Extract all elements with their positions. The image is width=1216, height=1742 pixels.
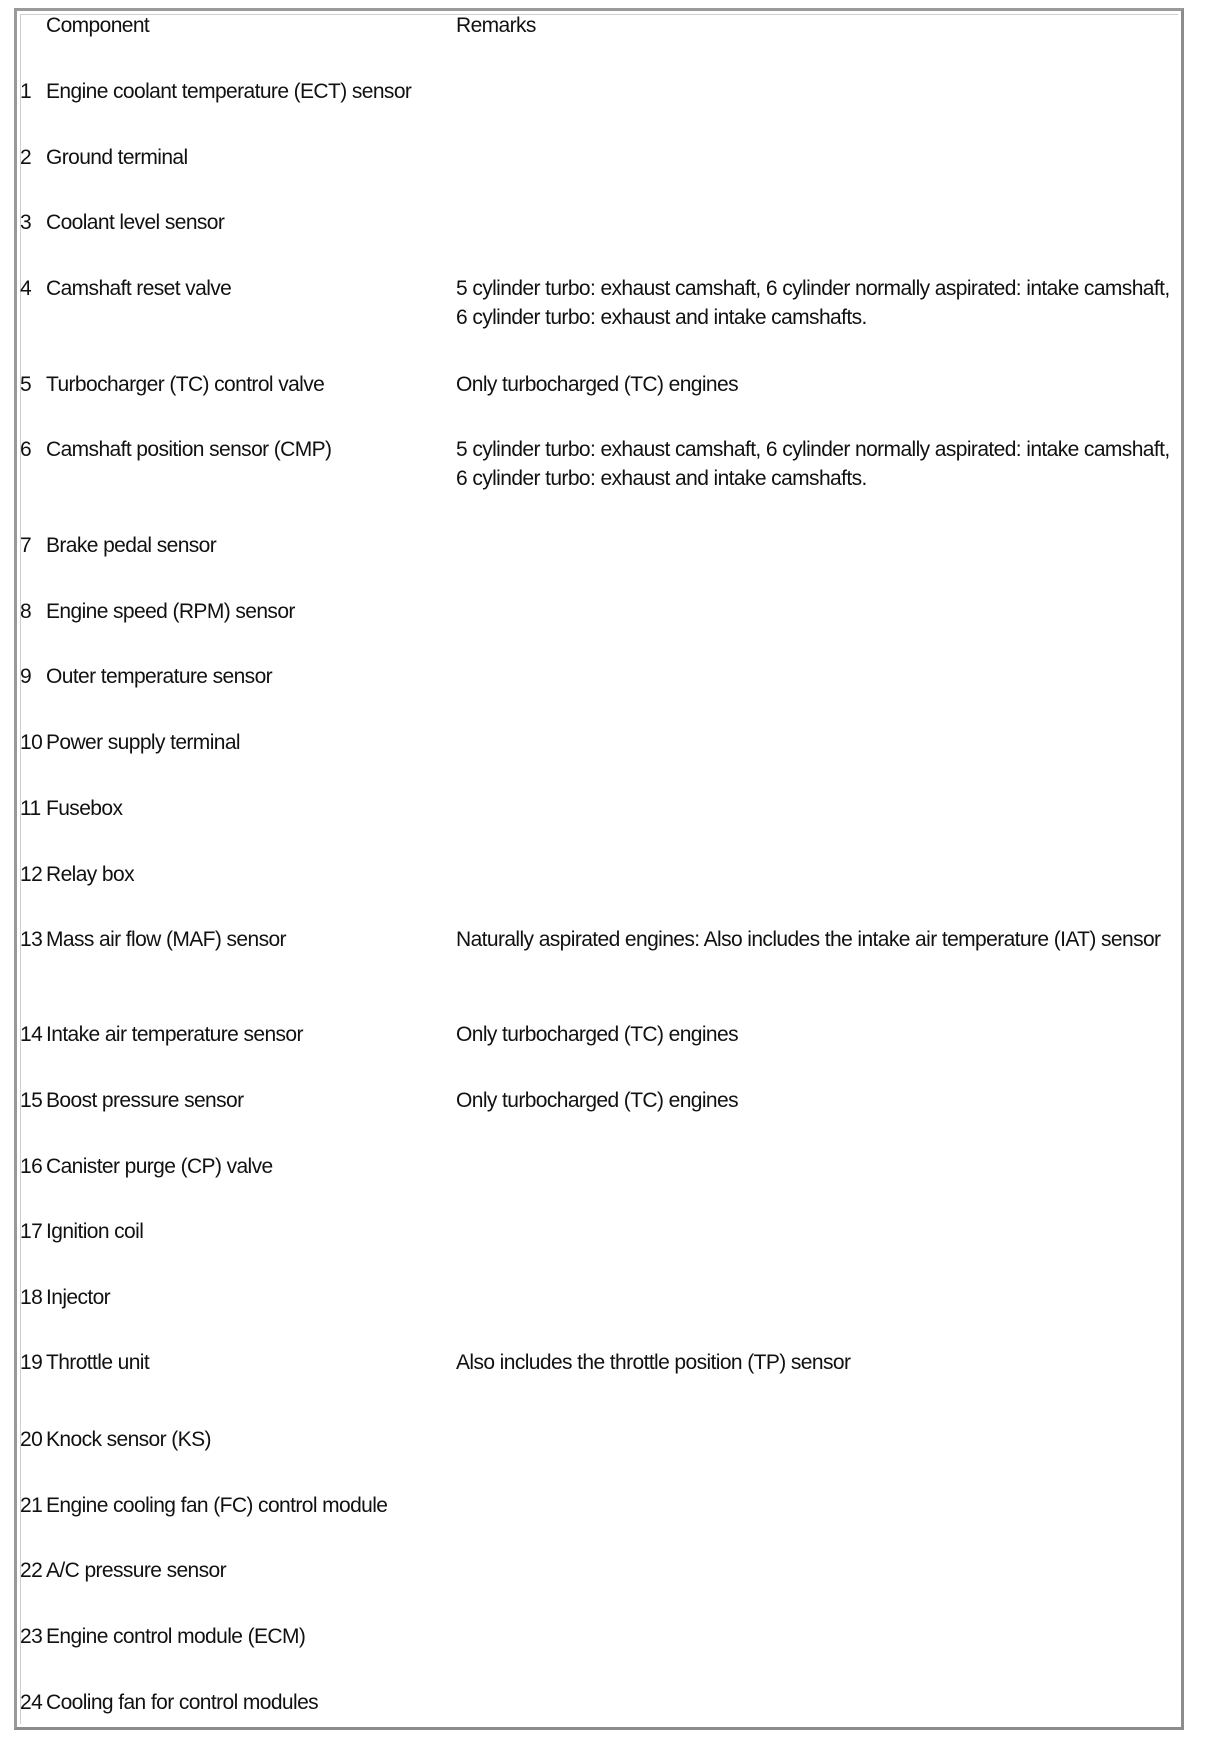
row-remarks: 5 cylinder turbo: exhaust camshaft, 6 cylinder normally aspirated: intake camshaft, 6 cylinder turbo: exhaust and intake camshafts.: [456, 277, 1170, 329]
row-remarks: Only turbocharged (TC) engines: [456, 1023, 738, 1046]
row-component: Engine speed (RPM) sensor: [46, 600, 295, 623]
row-number: 16: [20, 1155, 43, 1178]
row-component: Mass air flow (MAF) sensor: [46, 928, 286, 951]
row-number: 4: [20, 277, 32, 300]
row-number: 5: [20, 373, 32, 396]
row-number: 22: [20, 1559, 43, 1582]
row-component: Outer temperature sensor: [46, 665, 273, 688]
row-number: 11: [20, 797, 41, 820]
row-component: Turbocharger (TC) control valve: [46, 373, 325, 396]
row-remarks: Naturally aspirated engines: Also includes the intake air temperature (IAT) sensor: [456, 928, 1161, 951]
row-component: Coolant level sensor: [46, 211, 225, 234]
row-number: 21: [20, 1494, 43, 1517]
row-number: 20: [20, 1428, 43, 1451]
row-number: 17: [20, 1220, 43, 1243]
row-component: Engine coolant temperature (ECT) sensor: [46, 80, 412, 103]
row-number: 19: [20, 1351, 43, 1374]
row-remarks: Only turbocharged (TC) engines: [456, 1089, 738, 1112]
row-component: Intake air temperature sensor: [46, 1023, 303, 1046]
row-number: 24: [20, 1691, 43, 1714]
row-component: Ground terminal: [46, 146, 188, 169]
row-component: Throttle unit: [46, 1351, 150, 1374]
row-number: 8: [20, 600, 32, 623]
row-component: A/C pressure sensor: [46, 1559, 227, 1582]
row-component: Engine control module (ECM): [46, 1625, 306, 1648]
row-component: Engine cooling fan (FC) control module: [46, 1494, 388, 1517]
row-component: Camshaft reset valve: [46, 277, 232, 300]
row-number: 1: [20, 80, 32, 103]
row-number: 15: [20, 1089, 43, 1112]
row-number: 9: [20, 665, 32, 688]
row-number: 18: [20, 1286, 43, 1309]
row-component: Knock sensor (KS): [46, 1428, 211, 1451]
row-number: 7: [20, 534, 32, 557]
row-component: Canister purge (CP) valve: [46, 1155, 273, 1178]
row-number: 13: [20, 928, 43, 951]
row-number: 3: [20, 211, 32, 234]
row-component: Injector: [46, 1286, 111, 1309]
row-component: Power supply terminal: [46, 731, 240, 754]
column-header-remarks: Remarks: [456, 14, 536, 37]
row-remarks: Only turbocharged (TC) engines: [456, 373, 738, 396]
row-number: 23: [20, 1625, 43, 1648]
row-component: Ignition coil: [46, 1220, 144, 1243]
row-remarks: 5 cylinder turbo: exhaust camshaft, 6 cylinder normally aspirated: intake camshaft, 6 cylinder turbo: exhaust and intake camshafts.: [456, 438, 1170, 490]
row-component: Fusebox: [46, 797, 123, 820]
row-number: 6: [20, 438, 32, 461]
row-component: Brake pedal sensor: [46, 534, 217, 557]
row-component: Relay box: [46, 863, 134, 886]
row-component: Boost pressure sensor: [46, 1089, 244, 1112]
row-number: 10: [20, 731, 43, 754]
row-number: 2: [20, 146, 32, 169]
row-component: Cooling fan for control modules: [46, 1691, 319, 1714]
row-component: Camshaft position sensor (CMP): [46, 438, 332, 461]
row-number: 12: [20, 863, 43, 886]
column-header-component: Component: [46, 14, 150, 37]
row-remarks: Also includes the throttle position (TP) sensor: [456, 1351, 851, 1374]
row-number: 14: [20, 1023, 43, 1046]
